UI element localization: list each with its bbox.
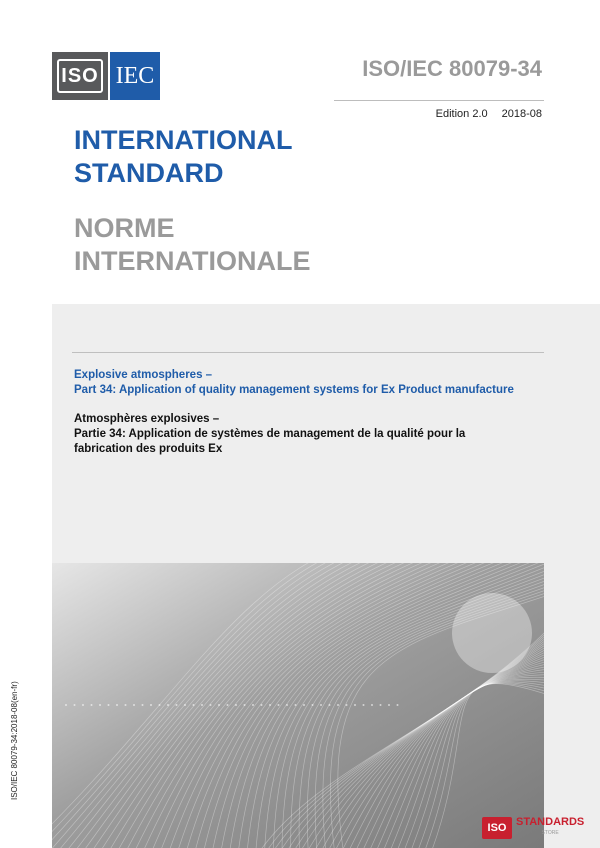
- dot: [329, 704, 331, 706]
- dot: [91, 704, 93, 706]
- dot: [388, 704, 390, 706]
- dot: [74, 704, 76, 706]
- wave-pattern-image: [52, 563, 544, 848]
- panel-divider: [72, 352, 544, 353]
- subject-english: [74, 368, 554, 398]
- dot: [125, 704, 127, 706]
- dot: [320, 704, 322, 706]
- iso-standards-store-logo: [482, 814, 594, 842]
- title-french: [74, 212, 311, 278]
- dot: [278, 704, 280, 706]
- dot: [193, 704, 195, 706]
- cover-artwork: [52, 563, 544, 848]
- dot: [159, 704, 161, 706]
- title-en-line2: STANDARD: [74, 158, 224, 188]
- subject-en-line1: Explosive atmospheres –: [74, 369, 213, 381]
- dot: [371, 704, 373, 706]
- dot: [244, 704, 246, 706]
- subject-fr-line2: Partie 34: Application de systèmes de management de la qualité pour la fabrication des produits Ex: [74, 428, 466, 455]
- dot: [150, 704, 152, 706]
- dot: [133, 704, 135, 706]
- dot: [65, 704, 67, 706]
- edition-date: 2018-08: [501, 108, 542, 120]
- dot: [142, 704, 144, 706]
- dot: [201, 704, 203, 706]
- dot: [286, 704, 288, 706]
- side-reference-code: ISO/IEC 80079-34:2018-08(en-fr): [10, 681, 19, 800]
- dot: [380, 704, 382, 706]
- edition-label: Edition 2.0: [435, 108, 488, 120]
- header-divider: [334, 100, 544, 101]
- dot: [210, 704, 212, 706]
- dot: [218, 704, 220, 706]
- store-iso-badge: ISO: [482, 817, 512, 839]
- title-en-line1: INTERNATIONAL: [74, 125, 293, 155]
- dot: [269, 704, 271, 706]
- dot: [235, 704, 237, 706]
- dot: [108, 704, 110, 706]
- dot: [184, 704, 186, 706]
- iso-logo-text: ISO: [57, 59, 103, 93]
- title-fr-line2: INTERNATIONALE: [74, 246, 311, 276]
- title-fr-line1: NORME: [74, 213, 175, 243]
- iec-logo: IEC: [110, 52, 160, 100]
- dot: [82, 704, 84, 706]
- dot: [227, 704, 229, 706]
- store-subtitle: STORE: [541, 830, 559, 836]
- dot: [354, 704, 356, 706]
- dot: [312, 704, 314, 706]
- dot: [337, 704, 339, 706]
- dot: [99, 704, 101, 706]
- dot: [303, 704, 305, 706]
- title-english: [74, 124, 292, 190]
- dot: [252, 704, 254, 706]
- dot: [167, 704, 169, 706]
- dot: [116, 704, 118, 706]
- store-name: STANDARDS: [516, 816, 585, 828]
- subject-en-line2: Part 34: Application of quality management systems for Ex Product manufacture: [74, 384, 514, 396]
- dot: [261, 704, 263, 706]
- dot: [363, 704, 365, 706]
- dot: [397, 704, 399, 706]
- document-number: ISO/IEC 80079-34: [362, 56, 542, 81]
- store-name-block: [516, 817, 584, 839]
- dot: [295, 704, 297, 706]
- dot: [346, 704, 348, 706]
- subject-french: [74, 412, 514, 457]
- iso-logo: [52, 52, 108, 100]
- subject-fr-line1: Atmosphères explosives –: [74, 413, 220, 425]
- dot: [176, 704, 178, 706]
- edition-info: [436, 108, 542, 120]
